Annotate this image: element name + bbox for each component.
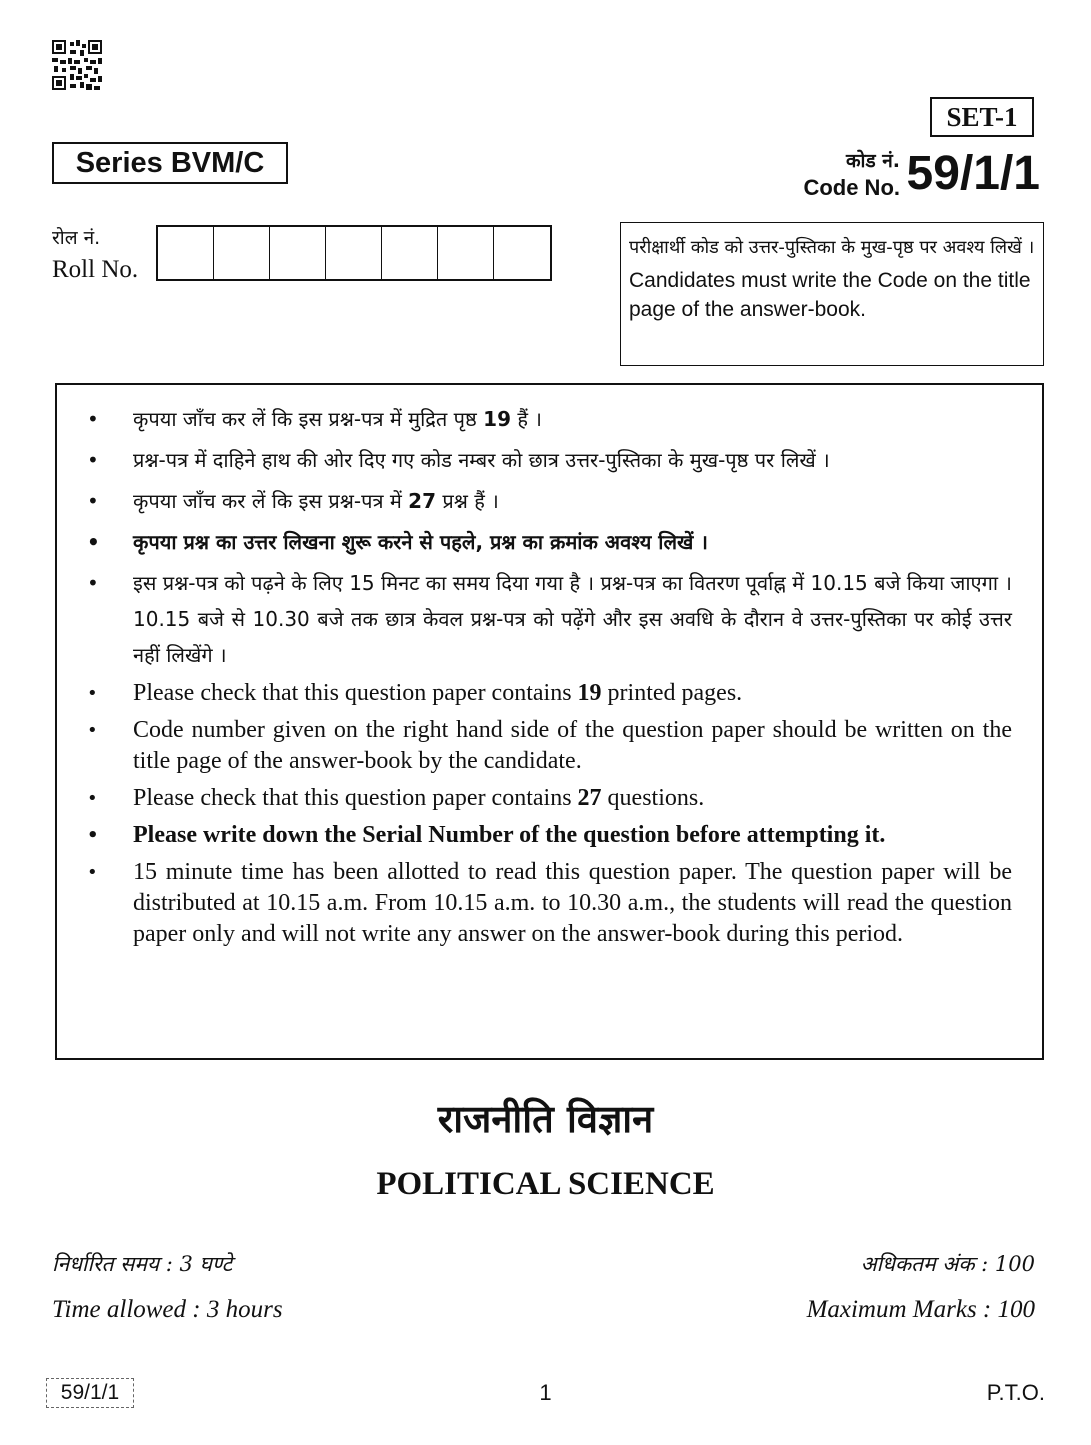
series-label: Series BVM/C [52,142,288,184]
instruction-item: • Please check that this question paper contains 19 printed pages. [87,678,1012,709]
pto-label: P.T.O. [986,1380,1045,1405]
candidate-note-hindi: परीक्षार्थी कोड को उत्तर-पुस्तिका के मुख-पृष्ठ पर अवश्य लिखें । [629,237,1035,258]
instruction-item: • Please check that this question paper contains 27 questions. [87,783,1012,814]
max-marks-english: Maximum Marks : 100 [806,1296,1035,1323]
qr-code-icon [52,40,102,90]
instruction-item: • Please write down the Serial Number of the question before attempting it. [87,820,1012,851]
roll-label-hindi: रोल नं. [52,227,101,249]
time-allowed-english: Time allowed : 3 hours [52,1296,283,1323]
instruction-item: • Code number given on the right hand side of the question paper should be written on the title page of the answer-book by the candidate. [87,715,1012,777]
time-allowed-hindi: निर्धारित समय : 3 घण्टे [52,1252,233,1276]
set-label: SET-1 [930,97,1034,137]
code-label-hindi: कोड नं. [845,150,900,172]
roll-number-cell [326,227,382,279]
code-number: 59/1/1 [906,147,1040,200]
max-marks-hindi: अधिकतम अंक : 100 [860,1252,1035,1276]
roll-number-grid [156,225,552,281]
footer-code: 59/1/1 [46,1378,134,1408]
roll-number-cell [438,227,494,279]
subject-title-english: POLITICAL SCIENCE [376,1166,715,1202]
candidate-note-box [620,222,1044,366]
instruction-item: • कृपया जाँच कर लें कि इस प्रश्न-पत्र में मुद्रित पृष्ठ 19 हैं । [87,401,1012,437]
roll-number-cell [382,227,438,279]
subject-title-hindi: राजनीति विज्ञान [437,1097,654,1141]
roll-number-cell [158,227,214,279]
instruction-item: • कृपया जाँच कर लें कि इस प्रश्न-पत्र में 27 प्रश्न हैं । [87,483,1012,519]
roll-label-english: Roll No. [52,256,139,283]
instructions-box [55,383,1044,1060]
code-label-english: Code No. [803,175,900,200]
instruction-item: • इस प्रश्न-पत्र को पढ़ने के लिए 15 मिनट का समय दिया गया है । प्रश्न-पत्र का वितरण पूर्वाह्न में 10.15 बजे किया जाएगा । 10.15 बजे से 10.30 बजे तक छात्र केवल प्रश्न-पत्र को पढ़ेंगे और इस अवधि के दौरान वे उत्तर-पुस्तिका पर कोई उत्तर नहीं लिखेंगे । [87,565,1012,673]
roll-number-cell [270,227,326,279]
candidate-note-english: Candidates must write the Code on the title page of the answer-book. [629,269,1031,321]
page-number: 1 [539,1380,552,1405]
roll-number-cell [214,227,270,279]
roll-number-cell [494,227,550,279]
instruction-item: • प्रश्न-पत्र में दाहिने हाथ की ओर दिए गए कोड नम्बर को छात्र उत्तर-पुस्तिका के मुख-पृष्ठ पर लिखें । [87,442,1012,478]
instruction-item: • 15 minute time has been allotted to read this question paper. The question paper will be distributed at 10.15 a.m. From 10.15 a.m. to 10.30 a.m., the students will read the question paper only and will not write any answer on the answer-book during this period. [87,857,1012,950]
instruction-item: • कृपया प्रश्न का उत्तर लिखना शुरू करने से पहले, प्रश्न का क्रमांक अवश्य लिखें । [87,524,1012,560]
